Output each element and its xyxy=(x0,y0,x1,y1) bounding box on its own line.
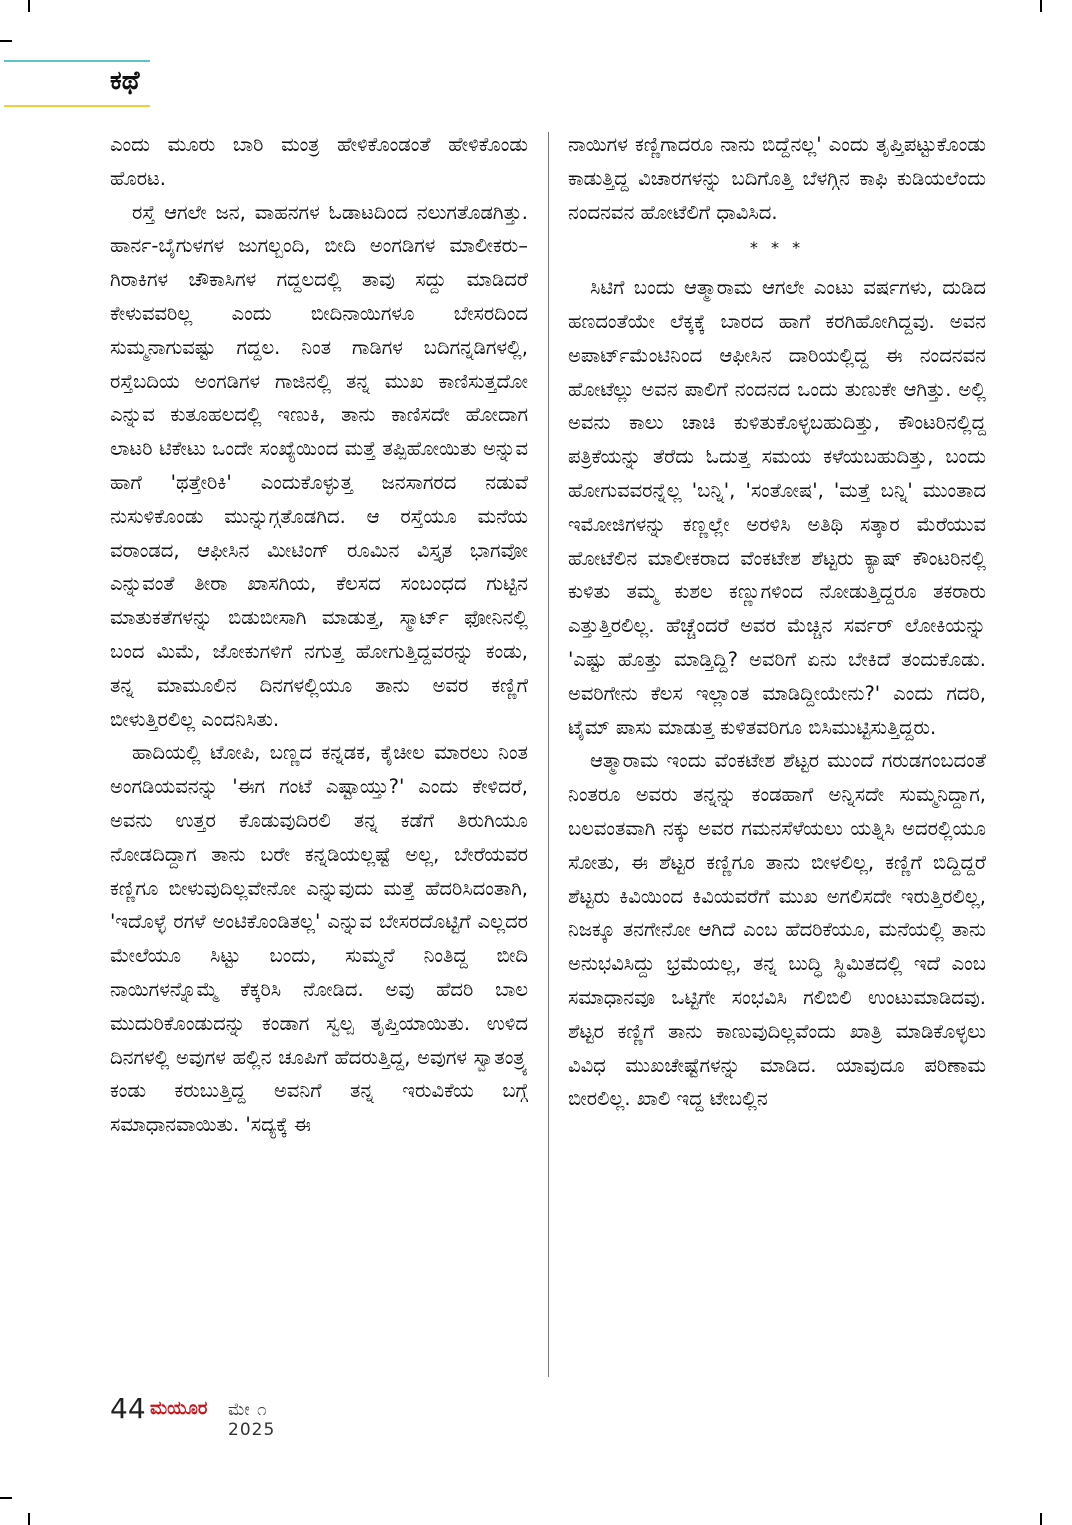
paragraph: ಹಾದಿಯಲ್ಲಿ ಟೋಪಿ, ಬಣ್ಣದ ಕನ್ನಡಕ, ಕೈಚೀಲ ಮಾರಲು ನಿಂತ ಅಂಗಡಿಯವನನ್ನು 'ಈಗ ಗಂಟೆ ಎಷ್ಟಾಯ್ತು?' ಎಂದು ಕೇಳಿದರೆ, ಅವನು ಉತ್ತರ ಕೊಡುವುದಿರಲಿ ತನ್ನ ಕಡೆಗೆ ತಿರುಗಿಯೂ ನೋಡದಿದ್ದಾಗ ತಾನು ಬರೇ ಕನ್ನಡಿಯಲ್ಲಷ್ಟೆ ಅಲ್ಲ, ಬೇರೆಯವರ ಕಣ್ಣಿಗೂ ಬೀಳುವುದಿಲ್ಲವೇನೋ ಎನ್ನುವುದು ಮತ್ತೆ ಹೆದರಿಸಿದಂತಾಗಿ, 'ಇದೊಳ್ಳೆ ರಗಳೆ ಅಂಟಿಕೊಂಡಿತಲ್ಲ' ಎನ್ನುವ ಬೇಸರದೊಟ್ಟಿಗೆ ಎಲ್ಲದರ ಮೇಲೆಯೂ ಸಿಟ್ಟು ಬಂದು, ಸುಮ್ಮನೆ ನಿಂತಿದ್ದ ಬೀದಿ ನಾಯಿಗಳನ್ನೊಮ್ಮೆ ಕೆಕ್ಕರಿಸಿ ನೋಡಿದ. ಅವು ಹೆದರಿ ಬಾಲ ಮುದುರಿಕೊಂಡುದನ್ನು ಕಂಡಾಗ ಸ್ವಲ್ಪ ತೃಪ್ತಿಯಾಯಿತು. ಉಳಿದ ದಿನಗಳಲ್ಲಿ ಅವುಗಳ ಹಲ್ಲಿನ ಚೂಪಿಗೆ ಹೆದರುತ್ತಿದ್ದ, ಅವುಗಳ ಸ್ವಾತಂತ್ರ್ಯ ಕಂಡು ಕರುಬುತ್ತಿದ್ದ ಅವನಿಗೆ ತನ್ನ ಇರುವಿಕೆಯ ಬಗ್ಗೆ ಸಮಾಧಾನವಾಯಿತು. 'ಸದ್ಯಕ್ಕೆ ಈ xyxy=(110,741,528,1137)
paragraph: ರಸ್ತೆ ಆಗಲೇ ಜನ, ವಾಹನಗಳ ಓಡಾಟದಿಂದ ನಲುಗತೊಡಗಿತ್ತು. ಹಾರ್ನ-ಬೈಗುಳಗಳ ಜುಗಲ್ಬಂದಿ, ಬೀದಿ ಅಂಗಡಿಗಳ ಮಾಲೀಕರು–ಗಿರಾಕಿಗಳ ಚೌಕಾಸಿಗಳ ಗದ್ದಲದಲ್ಲಿ ತಾವು ಸದ್ದು ಮಾಡಿದರೆ ಕೇಳುವವರಿಲ್ಲ ಎಂದು ಬೀದಿನಾಯಿಗಳೂ ಬೇಸರದಿಂದ ಸುಮ್ಮನಾಗುವಷ್ಟು ಗದ್ದಲ. ನಿಂತ ಗಾಡಿಗಳ ಬದಿಗನ್ನಡಿಗಳಲ್ಲಿ, ರಸ್ತೆಬದಿಯ ಅಂಗಡಿಗಳ ಗಾಜಿನಲ್ಲಿ ತನ್ನ ಮುಖ ಕಾಣಿಸುತ್ತದೋ ಎನ್ನುವ ಕುತೂಹಲದಲ್ಲಿ ಇಣುಕಿ, ತಾನು ಕಾಣಿಸದೇ ಹೋದಾಗ ಲಾಟರಿ ಟಿಕೇಟು ಒಂದೇ ಸಂಖ್ಯೆಯಿಂದ ಮತ್ತೆ ತಪ್ಪಿಹೋಯಿತು ಅನ್ನುವ ಹಾಗೆ 'ಥತ್ತೇರಿಕಿ' ಎಂದುಕೊಳ್ಳುತ್ತ ಜನಸಾಗರದ ನಡುವೆ ನುಸುಳಿಕೊಂಡು ಮುನ್ನುಗ್ಗತೊಡಗಿದ. ಆ ರಸ್ತೆಯೂ ಮನೆಯ ವರಾಂಡದ, ಆಫೀಸಿನ ಮೀಟಿಂಗ್ ರೂಮಿನ ವಿಸ್ತೃತ ಭಾಗವೋ ಎನ್ನುವಂತೆ ತೀರಾ ಖಾಸಗಿಯ, ಕೆಲಸದ ಸಂಬಂಧದ ಗುಟ್ಟಿನ ಮಾತುಕತೆಗಳನ್ನು ಬಿಡುಬೀಸಾಗಿ ಮಾಡುತ್ತ, ಸ್ಮಾರ್ಟ್ ಫೋನಿನಲ್ಲಿ ಬಂದ ಮಿಮೆ, ಜೋಕುಗಳಿಗೆ ನಗುತ್ತ ಹೋಗುತ್ತಿದ್ದವರನ್ನು ಕಂಡು, ತನ್ನ ಮಾಮೂಲಿನ ದಿನಗಳಲ್ಲಿಯೂ ತಾನು ಅವರ ಕಣ್ಣಿಗೆ ಬೀಳುತ್ತಿರಲಿಲ್ಲ ಎಂದನಿಸಿತು. xyxy=(110,200,528,731)
page-number: 44 xyxy=(110,1392,146,1425)
column-divider xyxy=(548,132,549,1377)
crop-mark-top-right xyxy=(1040,0,1042,12)
section-separator: * * * xyxy=(749,238,805,258)
issue-date: ಮೇ ೧ 2025 xyxy=(228,1400,276,1440)
left-column xyxy=(110,128,528,1142)
magazine-logo: ಮಯೂರ xyxy=(150,1398,208,1419)
paragraph: ಆತ್ಮಾರಾಮ ಇಂದು ವೆಂಕಟೇಶ ಶೆಟ್ಟರ ಮುಂದೆ ಗರುಡಗಂಬದಂತೆ ನಿಂತರೂ ಅವರು ತನ್ನನ್ನು ಕಂಡಹಾಗೆ ಅನ್ನಿಸದೇ ಸುಮ್ಮನಿದ್ದಾಗ, ಬಲವಂತವಾಗಿ ನಕ್ಕು ಅವರ ಗಮನಸೆಳೆಯಲು ಯತ್ನಿಸಿ ಅದರಲ್ಲಿಯೂ ಸೋತು, ಈ ಶೆಟ್ಟರ ಕಣ್ಣಿಗೂ ತಾನು ಬೀಳಲಿಲ್ಲ, ಕಣ್ಣಿಗೆ ಬಿದ್ದಿದ್ದರೆ ಶೆಟ್ಟರು ಕಿವಿಯಿಂದ ಕಿವಿಯವರೆಗೆ ಮುಖ ಅಗಲಿಸದೇ ಇರುತ್ತಿರಲಿಲ್ಲ, ನಿಜಕ್ಕೂ ತನಗೇನೋ ಆಗಿದೆ ಎಂಬ ಹೆದರಿಕೆಯೂ, ಮನೆಯಲ್ಲಿ ತಾನು ಅನುಭವಿಸಿದ್ದು ಭ್ರಮೆಯಲ್ಲ, ತನ್ನ ಬುದ್ಧಿ ಸ್ಥಿಮಿತದಲ್ಲಿ ಇದೆ ಎಂಬ ಸಮಾಧಾನವೂ ಒಟ್ಟಿಗೇ ಸಂಭವಿಸಿ ಗಲಿಬಿಲಿ ಉಂಟುಮಾಡಿದವು. ಶೆಟ್ಟರ ಕಣ್ಣಿಗೆ ತಾನು ಕಾಣುವುದಿಲ್ಲವೆಂದು ಖಾತ್ರಿ ಮಾಡಿಕೊಳ್ಳಲು ವಿವಿಧ ಮುಖಚೇಷ್ಟೆಗಳನ್ನು ಮಾಡಿದ. ಯಾವುದೂ ಪರಿಣಾಮ ಬೀರಲಿಲ್ಲ. ಖಾಲಿ ಇದ್ದ ಟೇಬಲ್ಲಿನ xyxy=(568,749,986,1111)
paragraph: ಎಂದು ಮೂರು ಬಾರಿ ಮಂತ್ರ ಹೇಳಿಕೊಂಡಂತೆ ಹೇಳಿಕೊಂಡು ಹೊರಟ. xyxy=(110,133,528,190)
section-header xyxy=(0,58,150,110)
crop-mark-left-top xyxy=(0,40,12,42)
header-rule-top xyxy=(4,60,150,62)
right-column xyxy=(568,128,986,1116)
crop-mark-left-bottom xyxy=(0,1497,12,1499)
crop-mark-bottom-left xyxy=(28,1513,30,1525)
header-rule-bottom xyxy=(4,105,150,107)
crop-mark-top-left xyxy=(28,0,30,12)
section-label: ಕಥೆ xyxy=(110,66,140,96)
paragraph: ನಾಯಿಗಳ ಕಣ್ಣಿಗಾದರೂ ನಾನು ಬಿದ್ದೆನಲ್ಲ' ಎಂದು ತೃಪ್ತಿಪಟ್ಟುಕೊಂಡು ಕಾಡುತ್ತಿದ್ದ ವಿಚಾರಗಳನ್ನು ಬದಿಗೊತ್ತಿ ಬೆಳಗ್ಗಿನ ಕಾಫಿ ಕುಡಿಯಲೆಂದು ನಂದನವನ ಹೋಟೆಲಿಗೆ ಧಾವಿಸಿದ. xyxy=(568,133,986,224)
paragraph: ಸಿಟಿಗೆ ಬಂದು ಆತ್ಮಾರಾಮ ಆಗಲೇ ಎಂಟು ವರ್ಷಗಳು, ದುಡಿದ ಹಣದಂತೆಯೇ ಲೆಕ್ಕಕ್ಕೆ ಬಾರದ ಹಾಗೆ ಕರಗಿಹೋಗಿದ್ದವು. ಅವನ ಅಪಾರ್ಟ್‌ಮೆಂಟಿನಿಂದ ಆಫೀಸಿನ ದಾರಿಯಲ್ಲಿದ್ದ ಈ ನಂದನವನ ಹೋಟೆಲ್ಲು ಅವನ ಪಾಲಿಗೆ ನಂದನದ ಒಂದು ತುಣುಕೇ ಆಗಿತ್ತು. ಅಲ್ಲಿ ಅವನು ಕಾಲು ಚಾಚಿ ಕುಳಿತುಕೊಳ್ಳಬಹುದಿತ್ತು, ಕೌಂಟರಿನಲ್ಲಿದ್ದ ಪತ್ರಿಕೆಯನ್ನು ತೆರೆದು ಓದುತ್ತ ಸಮಯ ಕಳೆಯಬಹುದಿತ್ತು, ಬಂದು ಹೋಗುವವರನ್ನೆಲ್ಲ 'ಬನ್ನಿ', 'ಸಂತೋಷ', 'ಮತ್ತೆ ಬನ್ನಿ' ಮುಂತಾದ ಇಮೋಜಿಗಳನ್ನು ಕಣ್ಣಲ್ಲೇ ಅರಳಿಸಿ ಅತಿಥಿ ಸತ್ಕಾರ ಮೆರೆಯುವ ಹೋಟೆಲಿನ ಮಾಲೀಕರಾದ ವೆಂಕಟೇಶ ಶೆಟ್ಟರು ಕ್ಯಾಷ್ ಕೌಂಟರಿನಲ್ಲಿ ಕುಳಿತು ತಮ್ಮ ಕುಶಲ ಕಣ್ಣುಗಳಿಂದ ನೋಡುತ್ತಿದ್ದರೂ ತಕರಾರು ಎತ್ತುತ್ತಿರಲಿಲ್ಲ. ಹೆಚ್ಚೆಂದರೆ ಅವರ ಮೆಚ್ಚಿನ ಸರ್ವರ್ ಲೋಕಿಯನ್ನು 'ಎಷ್ಟು ಹೊತ್ತು ಮಾಡ್ತಿದ್ದಿ? ಅವರಿಗೆ ಏನು ಬೇಕಿದೆ ತಂದುಕೊಡು. ಅವರಿಗೇನು ಕೆಲಸ ಇಲ್ಲಾಂತ ಮಾಡಿದ್ದೀಯೇನು?' ಎಂದು ಗದರಿ, ಟೈಮ್ ಪಾಸು ಮಾಡುತ್ತ ಕುಳಿತವರಿಗೂ ಬಿಸಿಮುಟ್ಟಿಸುತ್ತಿದ್ದರು. xyxy=(568,276,986,739)
crop-mark-bottom-right xyxy=(1040,1513,1042,1525)
